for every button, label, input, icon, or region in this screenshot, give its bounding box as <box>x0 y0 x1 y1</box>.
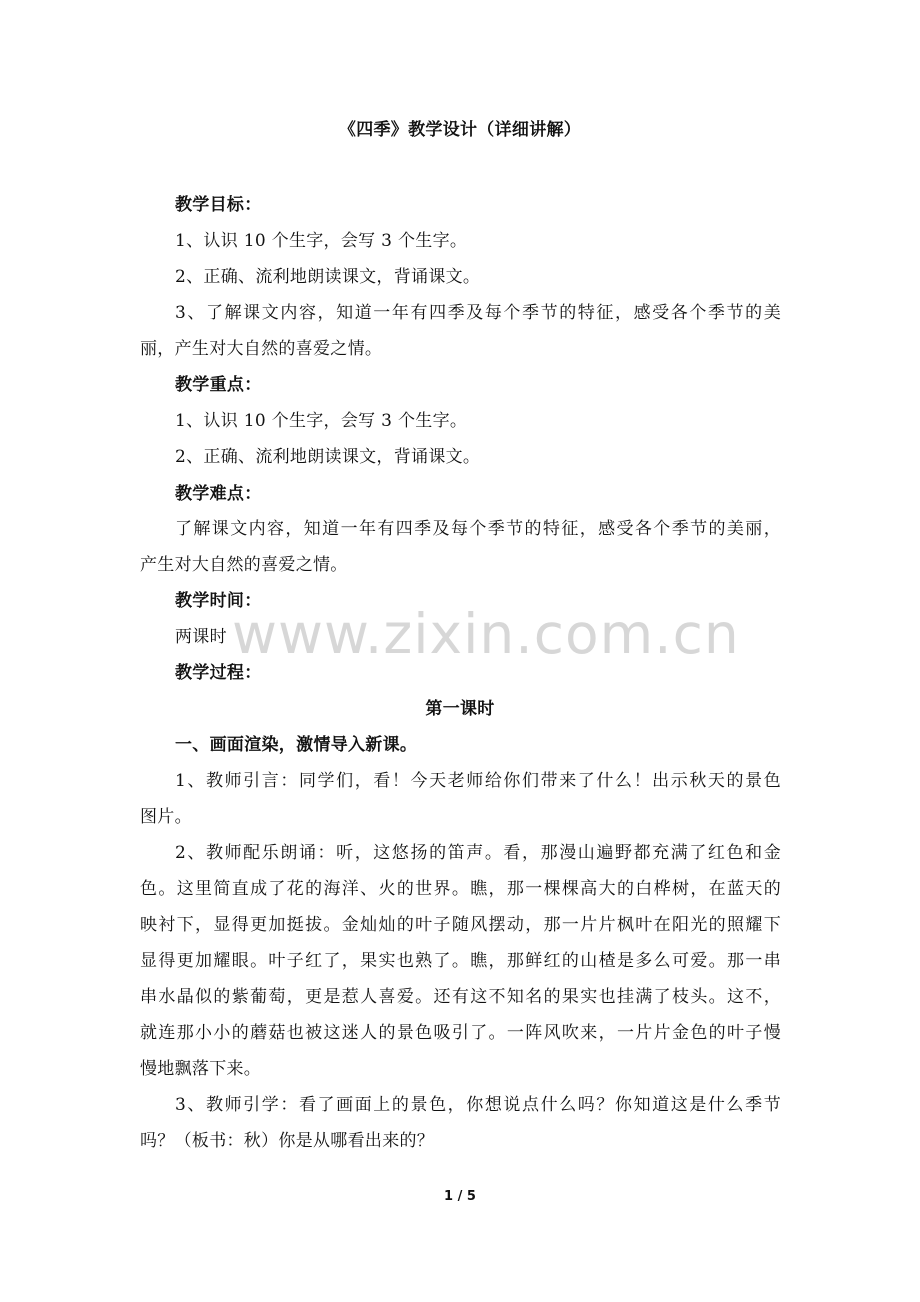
lesson-heading: 第一课时 <box>425 699 495 719</box>
watermark: www.zixin.com.cn <box>232 602 740 666</box>
paragraph-3-line-2: 吗？（板书：秋）你是从哪看出来的？ <box>140 1131 435 1151</box>
paragraph-2-line-2: 色。这里简直成了花的海洋、火的世界。瞧，那一棵棵高大的白桦树，在蓝天的 <box>140 879 781 899</box>
difficulty-heading: 教学难点： <box>175 484 262 504</box>
goal-1: 1、认识 10 个生字，会写 3 个生字。 <box>175 231 468 251</box>
goal-2: 2、正确、流利地朗读课文，背诵课文。 <box>175 267 481 287</box>
page-number: 1 / 5 <box>444 1189 476 1204</box>
time-value: 两课时 <box>175 627 227 647</box>
key-points-heading: 教学重点： <box>175 375 262 395</box>
goal-3-line-1: 3、了解课文内容，知道一年有四季及每个季节的特征，感受各个季节的美 <box>175 303 781 323</box>
paragraph-2-line-7: 慢地飘落下来。 <box>140 1059 262 1079</box>
paragraph-3-line-1: 3、教师引学：看了画面上的景色，你想说点什么吗？你知道这是什么季节 <box>175 1095 781 1115</box>
key-point-2: 2、正确、流利地朗读课文，背诵课文。 <box>175 447 481 467</box>
paragraph-1-line-2: 图片。 <box>140 807 192 827</box>
goal-3-line-2: 丽，产生对大自然的喜爱之情。 <box>140 339 383 359</box>
document-title: 《四季》教学设计（详细讲解） <box>338 120 582 140</box>
paragraph-2-line-6: 就连那小小的蘑菇也被这迷人的景色吸引了。一阵风吹来，一片片金色的叶子慢 <box>140 1023 781 1043</box>
paragraph-2-line-3: 映衬下，显得更加挺拔。金灿灿的叶子随风摆动，那一片片枫叶在阳光的照耀下 <box>140 915 781 935</box>
paragraph-2-line-4: 显得更加耀眼。叶子红了，果实也熟了。瞧，那鲜红的山楂是多么可爱。那一串 <box>140 951 781 971</box>
difficulty-line-1: 了解课文内容，知道一年有四季及每个季节的特征，感受各个季节的美丽， <box>175 519 781 539</box>
time-heading: 教学时间： <box>175 591 262 611</box>
process-heading: 教学过程： <box>175 663 262 683</box>
paragraph-2-line-1: 2、教师配乐朗诵：听，这悠扬的笛声。看，那漫山遍野都充满了红色和金 <box>175 843 781 863</box>
paragraph-1-line-1: 1、教师引言：同学们，看！今天老师给你们带来了什么！出示秋天的景色 <box>175 771 781 791</box>
difficulty-line-2: 产生对大自然的喜爱之情。 <box>140 555 348 575</box>
section-heading-1: 一、画面渲染，激情导入新课。 <box>175 735 418 755</box>
goals-heading: 教学目标： <box>175 195 262 215</box>
key-point-1: 1、认识 10 个生字，会写 3 个生字。 <box>175 411 468 431</box>
paragraph-2-line-5: 串水晶似的紫葡萄，更是惹人喜爱。还有这不知名的果实也挂满了枝头。这不， <box>140 987 781 1007</box>
